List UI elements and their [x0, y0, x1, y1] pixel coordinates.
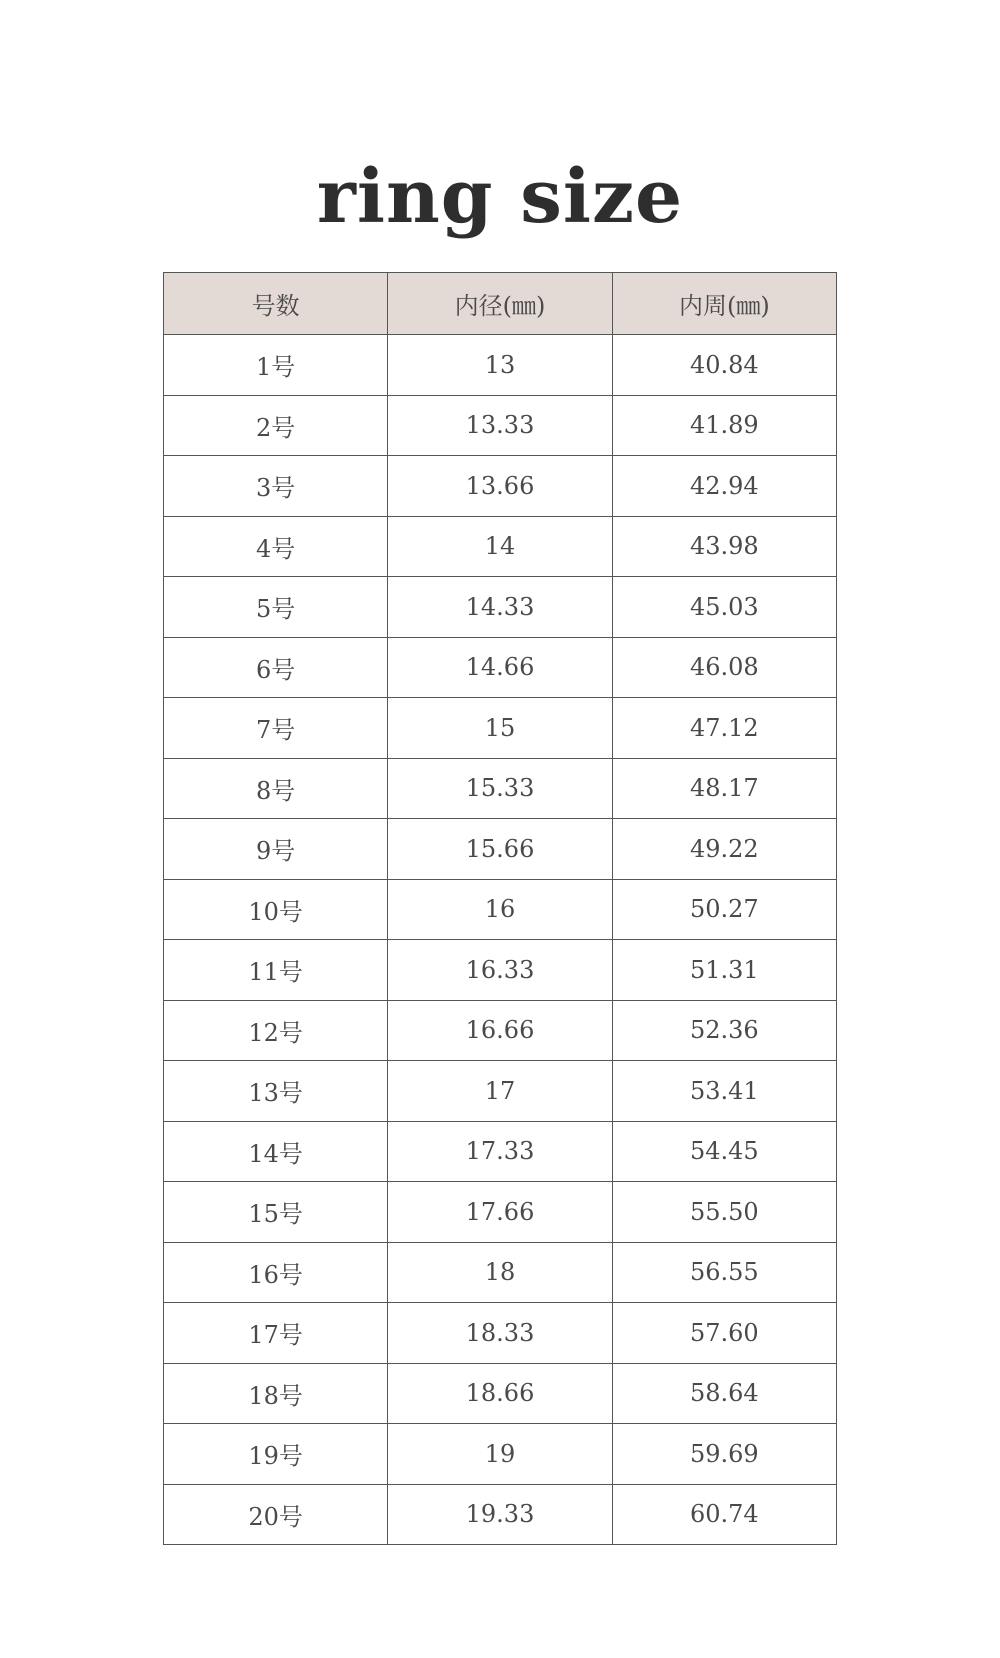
cell-inner-diameter: 13.33: [388, 395, 612, 456]
cell-inner-diameter: 15.66: [388, 819, 612, 880]
cell-inner-circumference: 51.31: [612, 940, 836, 1001]
cell-inner-diameter: 17: [388, 1061, 612, 1122]
table-header-row: [164, 273, 837, 335]
table-row: [164, 698, 837, 759]
cell-inner-circumference: 58.64: [612, 1363, 836, 1424]
table-row: [164, 1000, 837, 1061]
table-row: [164, 516, 837, 577]
cell-size-number: 7号: [164, 698, 388, 759]
cell-inner-circumference: 54.45: [612, 1121, 836, 1182]
cell-inner-circumference: 46.08: [612, 637, 836, 698]
table-row: [164, 1242, 837, 1303]
cell-size-number: 8号: [164, 758, 388, 819]
table-row: [164, 879, 837, 940]
cell-size-number: 15号: [164, 1182, 388, 1243]
header-inner-diameter: 内径(㎜): [388, 273, 612, 335]
cell-inner-diameter: 14.33: [388, 577, 612, 638]
cell-inner-circumference: 42.94: [612, 456, 836, 517]
cell-size-number: 19号: [164, 1424, 388, 1485]
cell-inner-circumference: 48.17: [612, 758, 836, 819]
cell-size-number: 12号: [164, 1000, 388, 1061]
cell-size-number: 20号: [164, 1484, 388, 1545]
cell-inner-circumference: 53.41: [612, 1061, 836, 1122]
cell-size-number: 4号: [164, 516, 388, 577]
table-row: [164, 1061, 837, 1122]
cell-inner-circumference: 57.60: [612, 1303, 836, 1364]
table-row: [164, 819, 837, 880]
header-size-number: 号数: [164, 273, 388, 335]
cell-inner-circumference: 59.69: [612, 1424, 836, 1485]
table-row: [164, 940, 837, 1001]
cell-inner-circumference: 56.55: [612, 1242, 836, 1303]
cell-inner-diameter: 19.33: [388, 1484, 612, 1545]
table-row: [164, 456, 837, 517]
cell-size-number: 9号: [164, 819, 388, 880]
cell-size-number: 14号: [164, 1121, 388, 1182]
cell-inner-diameter: 16.66: [388, 1000, 612, 1061]
cell-inner-diameter: 18.33: [388, 1303, 612, 1364]
table-row: [164, 637, 837, 698]
cell-inner-circumference: 60.74: [612, 1484, 836, 1545]
header-inner-circumference: 内周(㎜): [612, 273, 836, 335]
cell-inner-circumference: 41.89: [612, 395, 836, 456]
cell-inner-circumference: 52.36: [612, 1000, 836, 1061]
cell-inner-circumference: 43.98: [612, 516, 836, 577]
cell-inner-diameter: 17.33: [388, 1121, 612, 1182]
cell-size-number: 10号: [164, 879, 388, 940]
cell-size-number: 3号: [164, 456, 388, 517]
cell-inner-diameter: 19: [388, 1424, 612, 1485]
cell-inner-circumference: 55.50: [612, 1182, 836, 1243]
cell-inner-diameter: 16.33: [388, 940, 612, 1001]
cell-inner-diameter: 15: [388, 698, 612, 759]
ring-size-table: [163, 272, 837, 1545]
cell-inner-circumference: 49.22: [612, 819, 836, 880]
cell-inner-circumference: 47.12: [612, 698, 836, 759]
cell-size-number: 6号: [164, 637, 388, 698]
cell-size-number: 2号: [164, 395, 388, 456]
cell-inner-diameter: 13: [388, 335, 612, 396]
cell-size-number: 13号: [164, 1061, 388, 1122]
cell-size-number: 18号: [164, 1363, 388, 1424]
cell-inner-diameter: 15.33: [388, 758, 612, 819]
table-row: [164, 335, 837, 396]
cell-size-number: 5号: [164, 577, 388, 638]
cell-inner-circumference: 50.27: [612, 879, 836, 940]
table-body: [164, 335, 837, 1545]
cell-inner-circumference: 45.03: [612, 577, 836, 638]
cell-inner-diameter: 14: [388, 516, 612, 577]
cell-inner-diameter: 13.66: [388, 456, 612, 517]
table-row: [164, 577, 837, 638]
table-row: [164, 1484, 837, 1545]
table-row: [164, 1303, 837, 1364]
cell-inner-diameter: 16: [388, 879, 612, 940]
page-title: ring size: [316, 153, 684, 240]
table-row: [164, 1182, 837, 1243]
table-row: [164, 758, 837, 819]
cell-inner-circumference: 40.84: [612, 335, 836, 396]
cell-size-number: 11号: [164, 940, 388, 1001]
cell-inner-diameter: 18: [388, 1242, 612, 1303]
cell-size-number: 17号: [164, 1303, 388, 1364]
cell-size-number: 1号: [164, 335, 388, 396]
cell-inner-diameter: 17.66: [388, 1182, 612, 1243]
table-row: [164, 395, 837, 456]
table-row: [164, 1424, 837, 1485]
table-row: [164, 1363, 837, 1424]
cell-inner-diameter: 14.66: [388, 637, 612, 698]
cell-inner-diameter: 18.66: [388, 1363, 612, 1424]
table-row: [164, 1121, 837, 1182]
cell-size-number: 16号: [164, 1242, 388, 1303]
